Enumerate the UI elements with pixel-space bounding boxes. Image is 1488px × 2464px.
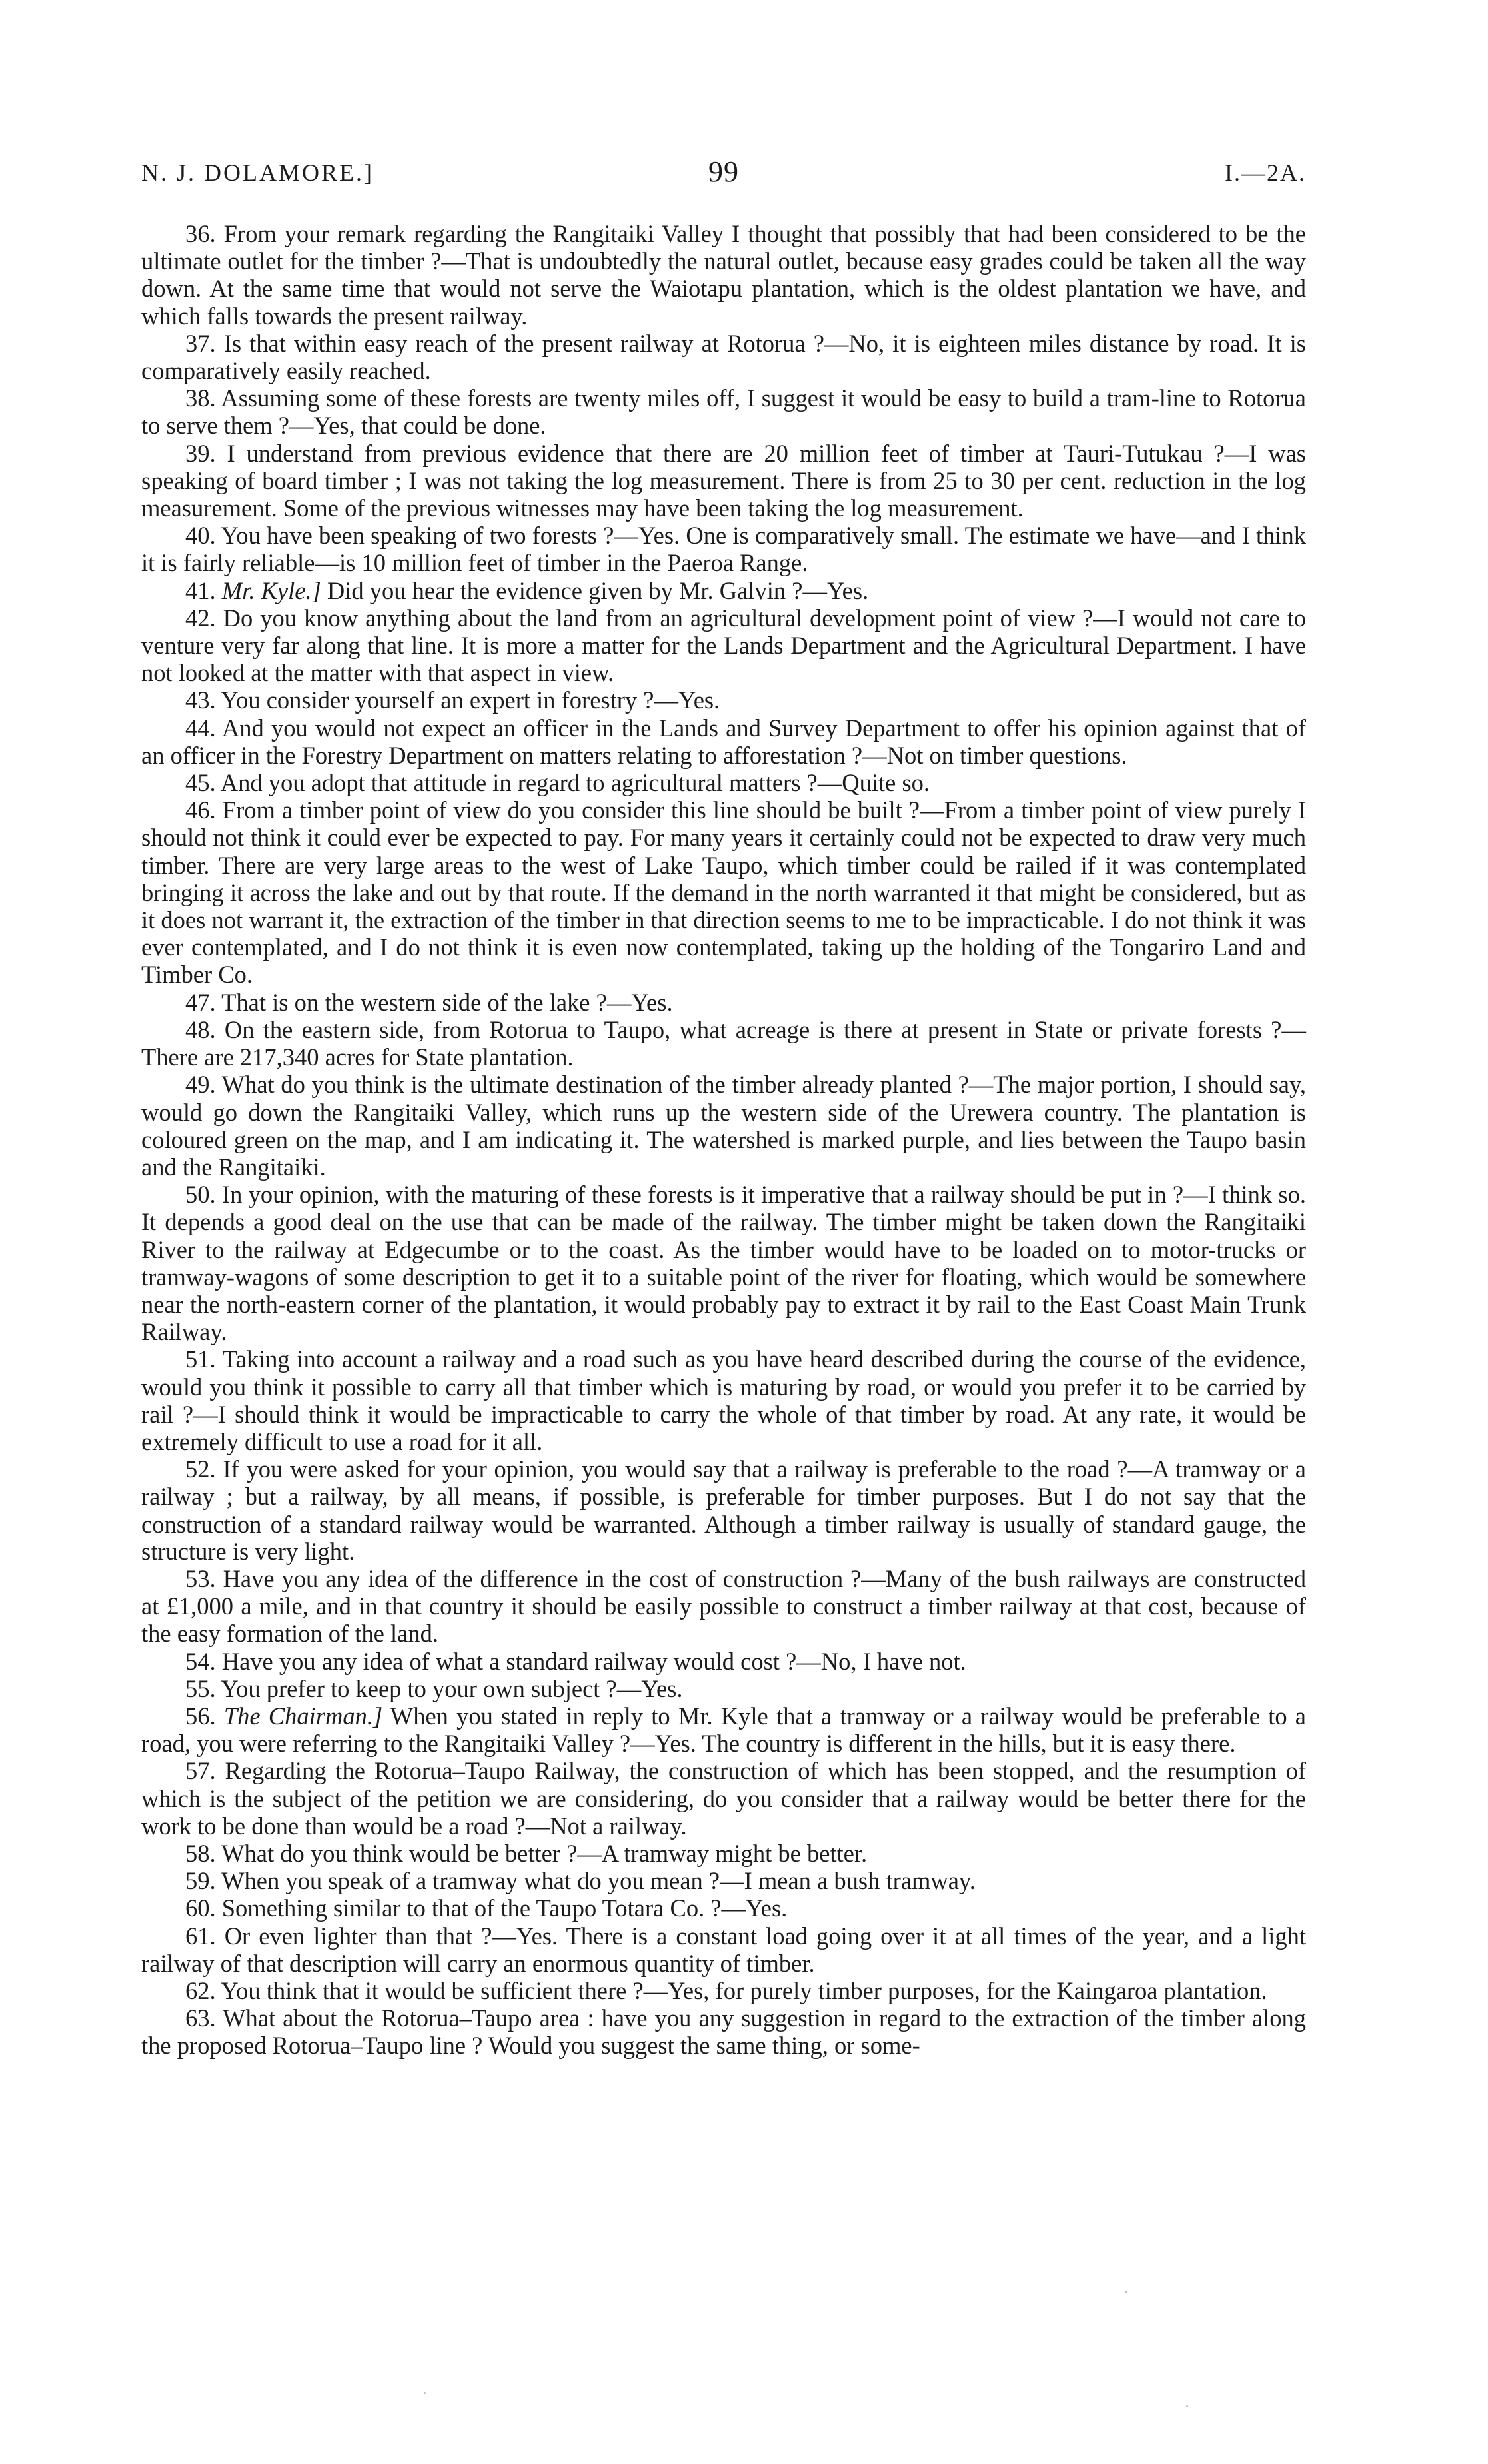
question-number: 63. [185, 2004, 216, 2032]
question-number: 61. [185, 1922, 216, 1950]
qa-paragraph [141, 1648, 1306, 1675]
question-number: 59. [185, 1867, 216, 1895]
question-number: 46. [185, 796, 216, 824]
qa-paragraph [141, 2004, 1306, 2059]
question-number: 53. [185, 1564, 216, 1592]
question-number: 54. [185, 1647, 216, 1675]
qa-text: In your opinion, with the maturing of these forests is it imperative that a railway should be put in ?—I think so. It depends a good deal on the use that can be made of the railway. The timber might be taken down the Rangitaiki River to the railway at Edgecumbe or to the coast. As the timber would have to be loaded on to motor-trucks or tramway-wagons of some description to get it to a suitable point of the river for floating, which would be somewhere near the north-eastern corner of the plantation, it would probably pay to extract it by rail to the East Coast Main Trunk Railway. [141, 1181, 1307, 1346]
qa-paragraph [141, 220, 1306, 330]
question-number: 57. [185, 1757, 216, 1785]
qa-paragraph [141, 522, 1306, 576]
qa-paragraph [141, 1867, 1306, 1894]
scan-speck [1186, 2405, 1188, 2407]
qa-paragraph [141, 1455, 1306, 1565]
header-witness-name: N. J. DOLAMORE.] [141, 159, 374, 186]
question-number: 36. [185, 220, 216, 247]
qa-paragraph [141, 1565, 1306, 1648]
question-number: 48. [185, 1015, 216, 1043]
question-number: 43. [185, 686, 216, 714]
qa-text: On the eastern side, from Rotorua to Taupo, what acreage is there at present in State or private forests ?—There are 217,340 acres for State plantation. [141, 1015, 1306, 1071]
qa-paragraph [141, 1181, 1306, 1345]
question-number: 38. [185, 384, 216, 412]
qa-paragraph [141, 1345, 1306, 1455]
question-number: 56. [185, 1702, 216, 1730]
question-number: 45. [185, 769, 216, 797]
qa-text: What do you think would be better ?—A tramway might be better. [221, 1839, 868, 1867]
qa-text: That is on the western side of the lake ?—Yes. [221, 988, 673, 1016]
qa-text: What about the Rotorua–Taupo area : have you any suggestion in regard to the extraction of the timber along the proposed Rotorua–Taupo line ? Would you suggest the same thing, or some- [141, 2004, 1306, 2060]
qa-paragraph [141, 604, 1306, 687]
qa-text: Is that within easy reach of the present railway at Rotorua ?—No, it is eighteen miles distance by road. It is comparatively easily reached. [141, 329, 1306, 385]
qa-text: Or even lighter than that ?—Yes. There is a constant load going over it at all times of the year, and a light railway of that description will carry an enormous quantity of timber. [141, 1922, 1307, 1977]
scan-speck [1125, 2291, 1127, 2293]
question-number: 47. [185, 988, 216, 1016]
qa-text: When you speak of a tramway what do you mean ?—I mean a bush tramway. [221, 1867, 976, 1895]
speaker-label: The Chairman.] [223, 1702, 383, 1730]
qa-text: Taking into account a railway and a road such as you have heard described during the course of the evidence, would you think it possible to carry all that timber which is maturing by road, or would you prefer it to be carried by rail ?—I should think it would be impracticable to carry the whole of that timber by road. At any rate, it would be extremely difficult to use a road for it all. [141, 1345, 1306, 1455]
qa-text: Something similar to that of the Taupo Totara Co. ?—Yes. [221, 1894, 788, 1922]
qa-text: Assuming some of these forests are twenty miles off, I suggest it would be easy to build a tram-line to Rotorua to serve them ?—Yes, that could be done. [141, 384, 1306, 440]
qa-text: You consider yourself an expert in forestry ?—Yes. [221, 686, 720, 714]
qa-text: And you adopt that attitude in regard to agricultural matters ?—Quite so. [220, 769, 930, 797]
qa-text: What do you think is the ultimate destination of the timber already planted ?—The major portion, I should say, would go down the Rangitaiki Valley, which runs up the western side of the Urewera country. The plantation is coloured green on the map, and I am indicating it. The watershed is marked purple, and lies between the Taupo basin and the Rangitaiki. [141, 1071, 1307, 1181]
qa-paragraph [141, 1071, 1306, 1181]
page-header [141, 155, 1306, 199]
qa-text: When you stated in reply to Mr. Kyle that a tramway or a railway would be preferable to a road, you were referring to the Rangitaiki Valley ?—Yes. The country is different in the hills, but it is easy there. [141, 1702, 1307, 1758]
qa-text: You think that it would be sufficient there ?—Yes, for purely timber purposes, for the Kaingaroa plantation. [221, 1977, 1267, 2004]
speaker-label: Mr. Kyle.] [221, 576, 321, 604]
question-number: 51. [185, 1345, 216, 1373]
question-number: 62. [185, 1977, 216, 2004]
qa-paragraph [141, 1757, 1306, 1840]
qa-paragraph [141, 1977, 1306, 2004]
page-number: 99 [708, 155, 739, 188]
qa-text: From a timber point of view do you consider this line should be built ?—From a timber point of view purely I should not think it could ever be expected to pay. For many years it certainly could not be expected to draw very much timber. There are very large areas to the west of Lake Taupo, which timber could be railed if it was contemplated bringing it across the lake and out by that route. If the demand in the north warranted it that might be considered, but as it does not warrant it, the extraction of the timber in that direction seems to me to be impracticable. I do not think it was ever contemplated, and I do not think it is even now contemplated, taking up the holding of the Tongariro Land and Timber Co. [141, 796, 1306, 989]
qa-paragraph [141, 440, 1306, 522]
qa-paragraph [141, 330, 1306, 384]
question-number: 58. [185, 1839, 216, 1867]
question-number: 49. [185, 1071, 216, 1099]
scan-speck [424, 2392, 426, 2394]
question-number: 52. [185, 1455, 216, 1483]
qa-text: And you would not expect an officer in the Lands and Survey Department to offer his opinion against that of an officer in the Forestry Department on matters relating to afforestation ?—Not on timber questions. [141, 714, 1306, 769]
qa-text: Have you any idea of the difference in the cost of construction ?—Many of the bush railways are constructed at £1,000 a mile, and in that country it should be easily possible to construct a timber railway at that cost, because of the easy formation of the land. [141, 1564, 1306, 1648]
question-number: 39. [185, 439, 216, 467]
question-number: 44. [185, 714, 216, 742]
qa-paragraph [141, 1702, 1306, 1757]
qa-text: Do you know anything about the land from an agricultural development point of view ?—I would not care to venture very far along that line. It is more a matter for the Lands Department and the Agricultural Department. I have not looked at the matter with that aspect in view. [141, 604, 1307, 687]
qa-paragraph [141, 989, 1306, 1016]
qa-paragraph [141, 769, 1306, 796]
qa-text: From your remark regarding the Rangitaiki Valley I thought that possibly that had been considered to be the ultimate outlet for the timber ?—That is undoubtedly the natural outlet, because easy grades could be taken all the way down. At the same time that would not serve the Waiotapu plantation, which is the oldest plantation we have, and which falls towards the present railway. [141, 220, 1306, 330]
qa-text: You have been speaking of two forests ?—Yes. One is comparatively small. The estimate we have—and I think it is fairly reliable—is 10 million feet of timber in the Paeroa Range. [141, 522, 1306, 577]
qa-text: Have you any idea of what a standard railway would cost ?—No, I have not. [221, 1647, 966, 1675]
qa-paragraph [141, 714, 1306, 769]
question-number: 42. [185, 604, 216, 632]
qa-paragraph [141, 686, 1306, 714]
qa-paragraph [141, 1922, 1306, 1977]
qa-paragraph [141, 384, 1306, 439]
evidence-body [141, 220, 1306, 2060]
qa-paragraph [141, 577, 1306, 604]
qa-paragraph [141, 1840, 1306, 1867]
question-number: 40. [185, 522, 216, 550]
question-number: 41. [185, 576, 216, 604]
qa-paragraph [141, 796, 1306, 988]
qa-text: If you were asked for your opinion, you would say that a railway is preferable to the road ?—A tramway or a railway ; but a railway, by all means, if possible, is preferable for timber purposes. But I do not say that the construction of a standard railway would be warranted. Although a timber railway is usually of standard gauge, the structure is very light. [141, 1455, 1307, 1565]
question-number: 60. [185, 1894, 216, 1922]
question-number: 55. [185, 1674, 216, 1702]
qa-text: Did you hear the evidence given by Mr. Galvin ?—Yes. [327, 576, 869, 604]
qa-text: Regarding the Rotorua–Taupo Railway, the construction of which has been stopped, and the resumption of which is the subject of the petition we are considering, do you consider that a railway would be better there for the work to be done than would be a road ?—Not a railway. [141, 1757, 1306, 1840]
qa-paragraph [141, 1675, 1306, 1702]
qa-paragraph [141, 1016, 1306, 1071]
qa-paragraph [141, 1894, 1306, 1922]
qa-text: I understand from previous evidence that there are 20 million feet of timber at Tauri-Tutukau ?—I was speaking of board timber ; I was not taking the log measurement. There is from 25 to 30 per cent. reduction in the log measurement. Some of the previous witnesses may have been taking the log measurement. [141, 439, 1306, 522]
qa-text: You prefer to keep to your own subject ?—Yes. [221, 1674, 683, 1702]
question-number: 37. [185, 329, 216, 357]
document-reference: I.—2A. [1225, 159, 1306, 186]
question-number: 50. [185, 1181, 216, 1209]
